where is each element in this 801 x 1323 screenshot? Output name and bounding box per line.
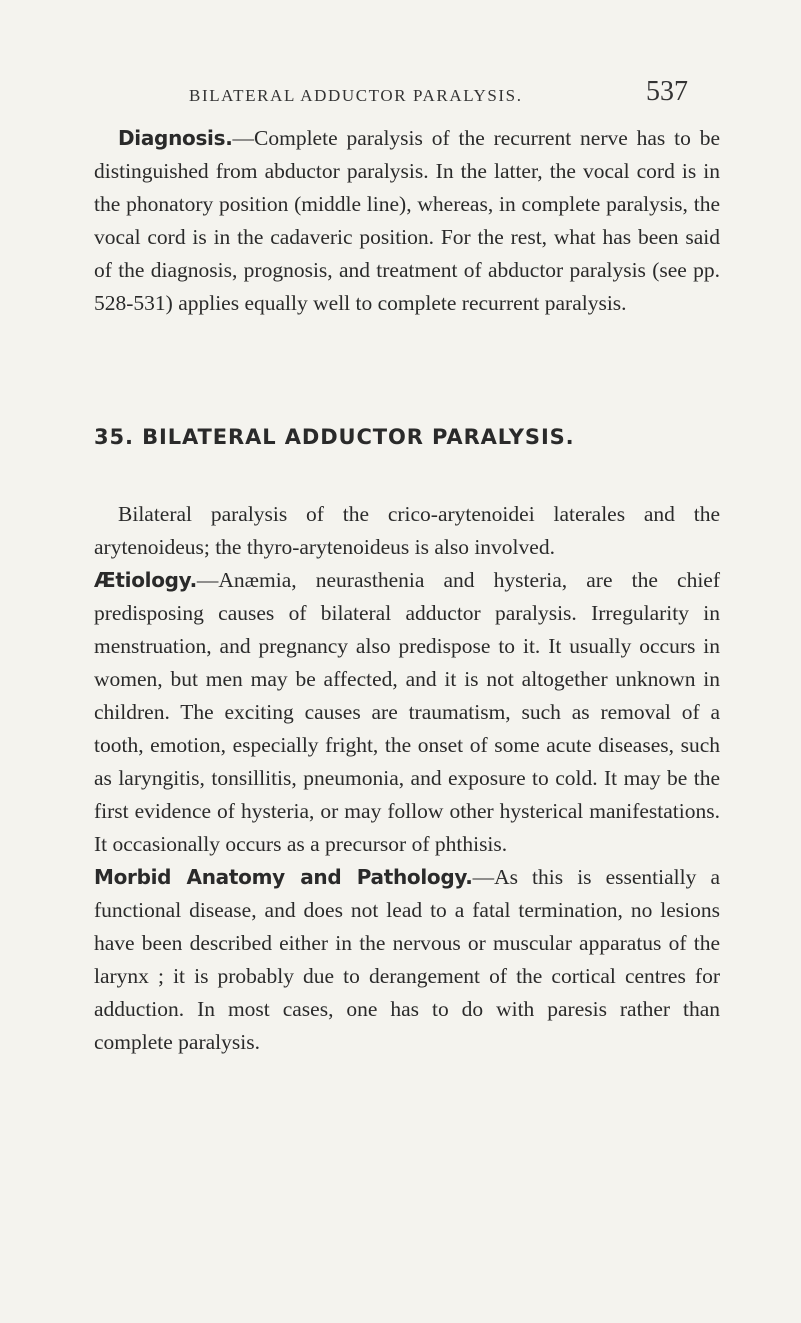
aetiology-text: —Anæmia, neurasthenia and hysteria, are the chief predisposing causes of bilateral adductor paralysis. Irregularity in menstruation, and pregnancy also predispose to it. It usually occurs in women, but men may be affected, and it is not altogether unknown in children. The exciting causes are traumatism, such as removal of a tooth, emotion, especially fright, the onset of some acute diseases, such as laryngitis, tonsillitis, pneumonia, and exposure to cold. It may be the first evidence of hysteria, or may follow other hysterical manifestations. It occasionally occurs as a precursor of phthisis.	[94, 568, 720, 856]
running-head: BILATERAL ADDUCTOR PARALYSIS.	[189, 86, 523, 105]
morbid-anatomy-text: —As this is essentially a functional disease, and does not lead to a fatal termination, no lesions have been described either in the nervous or muscular apparatus of the larynx ; it is probably due to derangement of the cortical centres for adduction. In most cases, one has to do with paresis rather than complete paralysis.	[94, 865, 720, 1054]
section-heading: 35. BILATERAL ADDUCTOR PARALYSIS.	[94, 425, 575, 449]
morbid-anatomy-paragraph	[94, 861, 720, 1059]
diagnosis-block	[94, 122, 720, 320]
section-body	[94, 498, 720, 1059]
page-number: 537	[646, 76, 688, 107]
morbid-anatomy-heading: Morbid Anatomy and Pathology.	[94, 865, 473, 889]
aetiology-heading: Ætiology.	[94, 568, 197, 592]
diagnosis-text: —Complete paralysis of the recurrent nerve has to be distinguished from abductor paralysis. In the latter, the vocal cord is in the phonatory position (middle line), whereas, in complete paralysis, the vocal cord is in the cadaveric position. For the rest, what has been said of the diagnosis, prognosis, and treatment of abductor paralysis (see pp. 528-531) applies equally well to complete recurrent paralysis.	[94, 126, 720, 315]
diagnosis-paragraph	[94, 122, 720, 320]
aetiology-paragraph	[94, 564, 720, 861]
intro-paragraph: Bilateral paralysis of the crico-arytenoidei laterales and the arytenoideus; the thyro-arytenoideus is also involved.	[94, 502, 720, 559]
diagnosis-heading: Diagnosis.	[118, 126, 233, 150]
